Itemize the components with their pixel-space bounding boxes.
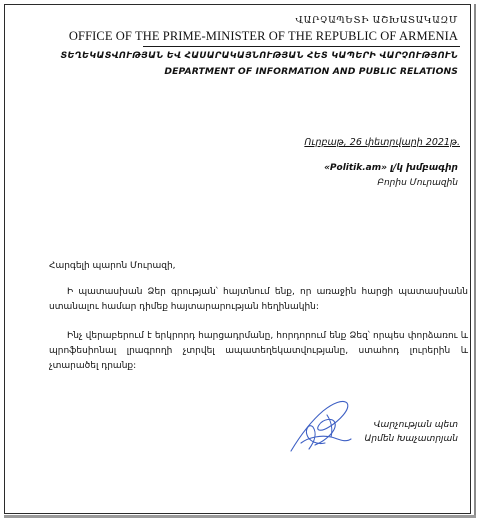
letter-page (4, 4, 471, 514)
body-paragraph-2: Ինչ վերաբերում է երկրորդ հարցադրմանը, հորդորում ենք Ձեզ՝ որպես փորձառու և պրոֆեսիոնալ լրագրողի չտրվել ապատեղեկատվությանը, ստահոդ լուրերին և չտարածել դրանք: (49, 331, 468, 371)
handwritten-signature (287, 397, 355, 455)
signatory-title: Վարչության պետ (373, 420, 458, 430)
page-shadow-bottom (4, 515, 476, 518)
signature-block (365, 418, 458, 446)
greeting: Հարգելի պարոն Մուրազի, (49, 261, 176, 271)
header-department-english: DEPARTMENT OF INFORMATION AND PUBLIC RELATIONS (164, 66, 458, 77)
signatory-name: Արմեն Խաչատրյան (364, 434, 458, 444)
page-shadow-right (474, 4, 476, 516)
body-paragraph-1: Ի պատասխան Ձեր գրության՝ հայտնում ենք, որ առաջին հարցի պատասխանն ստանալու համար դիմեք հայտարարության հեղինակին: (49, 287, 468, 312)
header-divider (143, 46, 460, 47)
letter-date: Ուրբաթ, 26 փետրվարի 2021թ. (304, 137, 460, 148)
header-office-english: OFFICE OF THE PRIME-MINISTER OF THE REPUBLIC OF ARMENIA (68, 29, 458, 43)
recipient-name: Բորիս Մուրազին (377, 178, 458, 188)
header-office-armenian: ՎԱՐՉԱՊԵՏԻ ԱՇԽԱՏԱԿԱԶՄ (295, 15, 458, 26)
recipient-outlet: «Politik.am» լ/կ խմբագիր (324, 163, 458, 173)
recipient-block (324, 161, 458, 191)
header-department-armenian: ՏԵՂԵԿԱՏՎՈՒԹՅԱՆ ԵՎ ՀԱՍԱՐԱԿԱՅՆՈՒԹՅԱՆ ՀԵՏ ԿԱՊԵՐԻ ՎԱՐՉՈՒԹՅՈՒՆ (60, 51, 458, 61)
